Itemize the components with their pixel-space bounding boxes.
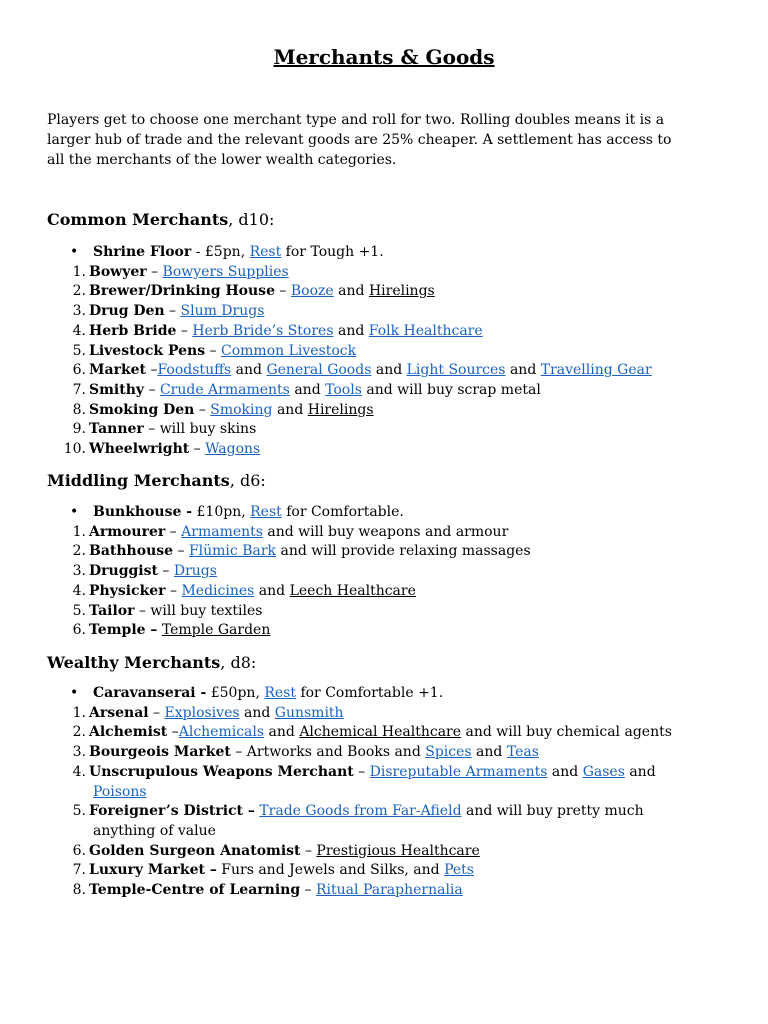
link-medicines[interactable]: Medicines xyxy=(181,582,255,599)
list-item xyxy=(72,420,257,440)
list-item xyxy=(72,602,263,622)
item-text: – will buy textiles xyxy=(134,602,263,619)
item-text: and xyxy=(624,763,656,780)
list-number: 8. xyxy=(72,401,86,418)
list-item-bullet xyxy=(70,243,384,263)
merchant-name: Smithy xyxy=(89,381,145,398)
item-text: – Artworks and Books and xyxy=(230,744,426,761)
item-text: – xyxy=(300,842,317,859)
item-text: – xyxy=(176,322,193,339)
list-item xyxy=(72,542,531,562)
item-text: – xyxy=(157,563,174,580)
item-text: – will buy skins xyxy=(143,421,257,438)
link-disreputable-armaments[interactable]: Disreputable Armaments xyxy=(369,763,548,780)
link-leech-healthcare[interactable]: Leech Healthcare xyxy=(289,582,416,599)
list-number: 2. xyxy=(72,283,86,300)
item-text: and xyxy=(505,362,541,379)
list-number: 1. xyxy=(72,523,86,540)
link-crude-armaments[interactable]: Crude Armaments xyxy=(159,381,290,398)
link-hirelings[interactable]: Hirelings xyxy=(368,283,435,300)
item-text: – xyxy=(165,523,182,540)
link-rest[interactable]: Rest xyxy=(264,685,296,701)
list-number: 2. xyxy=(72,724,86,741)
item-text: anything of value xyxy=(93,822,216,839)
link-fl-mic-bark[interactable]: Flümic Bark xyxy=(188,543,277,560)
link-explosives[interactable]: Explosives xyxy=(164,704,240,721)
list-item-continuation xyxy=(93,783,147,803)
link-teas[interactable]: Teas xyxy=(506,744,539,761)
link-herb-bride-s-stores[interactable]: Herb Bride’s Stores xyxy=(192,322,334,339)
section-die: , d8: xyxy=(220,653,257,672)
list-number: 2. xyxy=(72,543,86,560)
item-text: – xyxy=(165,582,182,599)
item-text: and xyxy=(239,704,275,721)
item-text: for Comfortable. xyxy=(281,504,404,520)
item-text: and xyxy=(371,362,407,379)
list-number: 10. xyxy=(63,441,86,457)
item-text: – xyxy=(164,303,181,320)
list-number: 3. xyxy=(72,744,86,761)
list-number: 1. xyxy=(72,704,86,721)
merchant-name: Unscrupulous Weapons Merchant xyxy=(89,763,354,780)
list-item xyxy=(72,342,357,362)
list-number: 8. xyxy=(72,882,86,898)
list-item xyxy=(72,743,539,763)
list-item xyxy=(72,282,435,302)
link-drugs[interactable]: Drugs xyxy=(173,563,217,580)
link-common-livestock[interactable]: Common Livestock xyxy=(221,342,357,359)
list-item xyxy=(63,440,261,460)
link-tools[interactable]: Tools xyxy=(325,381,362,398)
merchant-name: Bathhouse xyxy=(89,543,174,560)
list-item xyxy=(72,842,480,862)
link-alchemicals[interactable]: Alchemicals xyxy=(178,724,265,741)
intro-paragraph xyxy=(47,110,727,170)
item-text: and will buy pretty much xyxy=(461,803,644,820)
merchant-name: Temple-Centre of Learning xyxy=(89,882,301,898)
section-heading-common xyxy=(47,209,274,231)
merchant-name: Physicker xyxy=(89,582,166,599)
link-bowyers-supplies[interactable]: Bowyers Supplies xyxy=(162,263,289,280)
link-foodstuffs[interactable]: Foodstuffs xyxy=(157,362,232,379)
list-item-bullet xyxy=(70,684,444,704)
section-title: Common Merchants xyxy=(47,210,229,229)
item-text: and xyxy=(333,322,369,339)
item-text: – xyxy=(148,704,165,721)
intro-line: larger hub of trade and the relevant goods are 25% cheaper. A settlement has access to xyxy=(47,132,672,148)
merchant-name: Luxury Market – xyxy=(89,862,217,879)
list-item xyxy=(72,381,541,401)
list-number: 6. xyxy=(72,622,86,639)
merchant-name: Livestock Pens xyxy=(89,342,206,359)
link-rest[interactable]: Rest xyxy=(250,504,282,520)
list-number: 9. xyxy=(72,421,86,438)
merchant-name: Herb Bride xyxy=(89,322,177,339)
list-item xyxy=(72,704,344,724)
link-armaments[interactable]: Armaments xyxy=(181,523,263,540)
item-text: and will buy scrap metal xyxy=(361,381,541,398)
item-text: – xyxy=(146,263,163,280)
item-text: – xyxy=(274,283,291,300)
merchant-name: Bourgeois Market xyxy=(89,744,231,761)
merchant-name: Tanner xyxy=(89,421,144,438)
merchant-name: Druggist xyxy=(89,563,158,580)
item-text: and xyxy=(289,381,326,398)
section-heading-wealthy xyxy=(47,652,256,674)
item-text: and xyxy=(547,763,583,780)
list-item xyxy=(72,263,289,283)
item-text: Furs and Jewels and Silks, and xyxy=(216,862,445,879)
list-item xyxy=(72,523,509,543)
section-die: , d10: xyxy=(228,210,275,229)
list-number: 7. xyxy=(72,862,86,879)
intro-line: Players get to choose one merchant type and roll for two. Rolling doubles means it is a xyxy=(47,112,665,128)
merchant-name: Bunkhouse - xyxy=(93,504,193,520)
section-title: Wealthy Merchants xyxy=(47,653,221,672)
link-spices[interactable]: Spices xyxy=(425,744,472,761)
merchant-name: Armourer xyxy=(89,523,166,540)
item-text: – xyxy=(167,724,179,741)
item-text: – xyxy=(300,882,317,898)
item-text: – xyxy=(189,441,206,457)
item-text: and will provide relaxing massages xyxy=(276,543,531,560)
bullet-marker: • xyxy=(70,685,79,701)
item-text: – xyxy=(144,381,160,398)
item-text: and will buy weapons and armour xyxy=(262,523,509,540)
link-slum-drugs[interactable]: Slum Drugs xyxy=(180,303,265,320)
item-text: and xyxy=(333,283,369,300)
item-text: – xyxy=(194,401,211,418)
item-text: and xyxy=(264,724,300,741)
item-text: and xyxy=(254,582,290,599)
item-text: and will buy chemical agents xyxy=(461,724,672,741)
item-text: and xyxy=(272,401,308,418)
list-item xyxy=(72,302,265,322)
merchant-name: Market xyxy=(89,362,147,379)
list-number: 6. xyxy=(72,842,86,859)
merchant-name: Alchemist xyxy=(89,724,168,741)
merchant-name: Golden Surgeon Anatomist xyxy=(89,842,301,859)
item-text: - £5pn, xyxy=(191,244,250,260)
merchant-name: Shrine Floor xyxy=(93,244,192,260)
bullet-marker: • xyxy=(70,244,79,260)
merchant-name: Drug Den xyxy=(89,303,165,320)
merchant-name: Arsenal xyxy=(89,704,149,721)
item-text: and xyxy=(471,744,507,761)
item-text: – xyxy=(353,763,370,780)
merchant-name: Foreigner’s District – xyxy=(89,803,255,820)
list-item xyxy=(72,401,374,421)
list-number: 4. xyxy=(72,763,86,780)
list-item xyxy=(72,861,474,881)
link-folk-healthcare[interactable]: Folk Healthcare xyxy=(368,322,483,339)
link-hirelings[interactable]: Hirelings xyxy=(307,401,374,418)
section-title: Middling Merchants xyxy=(47,471,230,490)
list-number: 5. xyxy=(72,342,86,359)
link-smoking[interactable]: Smoking xyxy=(210,401,273,418)
link-rest[interactable]: Rest xyxy=(249,244,282,260)
item-text: – xyxy=(205,342,222,359)
merchant-name: Caravanserai - xyxy=(93,685,207,701)
list-number: 3. xyxy=(72,303,86,320)
merchant-name: Tailor xyxy=(89,602,135,619)
item-text: £50pn, xyxy=(206,685,265,701)
link-wagons[interactable]: Wagons xyxy=(205,441,261,457)
list-item xyxy=(72,881,463,901)
list-item xyxy=(72,582,416,602)
link-light-sources[interactable]: Light Sources xyxy=(406,362,506,379)
link-ritual-paraphernalia[interactable]: Ritual Paraphernalia xyxy=(316,882,463,898)
link-trade-goods-from-far-afield[interactable]: Trade Goods from Far-Afield xyxy=(259,803,462,820)
list-item xyxy=(72,562,217,582)
link-poisons[interactable]: Poisons xyxy=(93,783,147,800)
link-prestigious-healthcare[interactable]: Prestigious Healthcare xyxy=(316,842,480,859)
list-number: 5. xyxy=(72,602,86,619)
merchant-name: Wheelwright xyxy=(89,441,190,457)
list-number: 4. xyxy=(72,322,86,339)
link-general-goods[interactable]: General Goods xyxy=(266,362,372,379)
list-item xyxy=(72,361,652,381)
list-item-bullet xyxy=(70,503,404,523)
merchant-name: Smoking Den xyxy=(89,401,195,418)
merchant-name: Bowyer xyxy=(89,263,147,280)
link-alchemical-healthcare[interactable]: Alchemical Healthcare xyxy=(299,724,462,741)
list-item xyxy=(72,322,483,342)
list-item-continuation xyxy=(93,822,216,842)
list-number: 4. xyxy=(72,582,86,599)
page-title: Merchants & Goods xyxy=(273,45,495,69)
list-item xyxy=(72,763,656,783)
item-text: – xyxy=(173,543,189,560)
list-number: 6. xyxy=(72,362,86,379)
item-text: – xyxy=(146,362,158,379)
link-travelling-gear[interactable]: Travelling Gear xyxy=(540,362,652,379)
intro-line: all the merchants of the lower wealth categories. xyxy=(47,152,397,168)
list-item xyxy=(72,621,271,641)
list-number: 5. xyxy=(72,803,86,820)
link-temple-garden[interactable]: Temple Garden xyxy=(161,622,271,639)
section-die: , d6: xyxy=(229,471,266,490)
merchant-name: Brewer/Drinking House xyxy=(89,283,275,300)
link-booze[interactable]: Booze xyxy=(290,283,334,300)
link-gunsmith[interactable]: Gunsmith xyxy=(274,704,344,721)
list-number: 7. xyxy=(72,381,86,398)
bullet-marker: • xyxy=(70,504,79,520)
list-item xyxy=(72,723,672,743)
list-number: 3. xyxy=(72,563,86,580)
list-item xyxy=(72,802,644,822)
merchant-name: Temple – xyxy=(89,622,158,639)
item-text: for Comfortable +1. xyxy=(296,685,444,701)
section-heading-middling xyxy=(47,470,266,492)
link-gases[interactable]: Gases xyxy=(582,763,625,780)
link-pets[interactable]: Pets xyxy=(444,862,474,879)
item-text: and xyxy=(231,362,267,379)
item-text: for Tough +1. xyxy=(281,244,384,260)
item-text: £10pn, xyxy=(192,504,251,520)
list-number: 1. xyxy=(72,263,86,280)
